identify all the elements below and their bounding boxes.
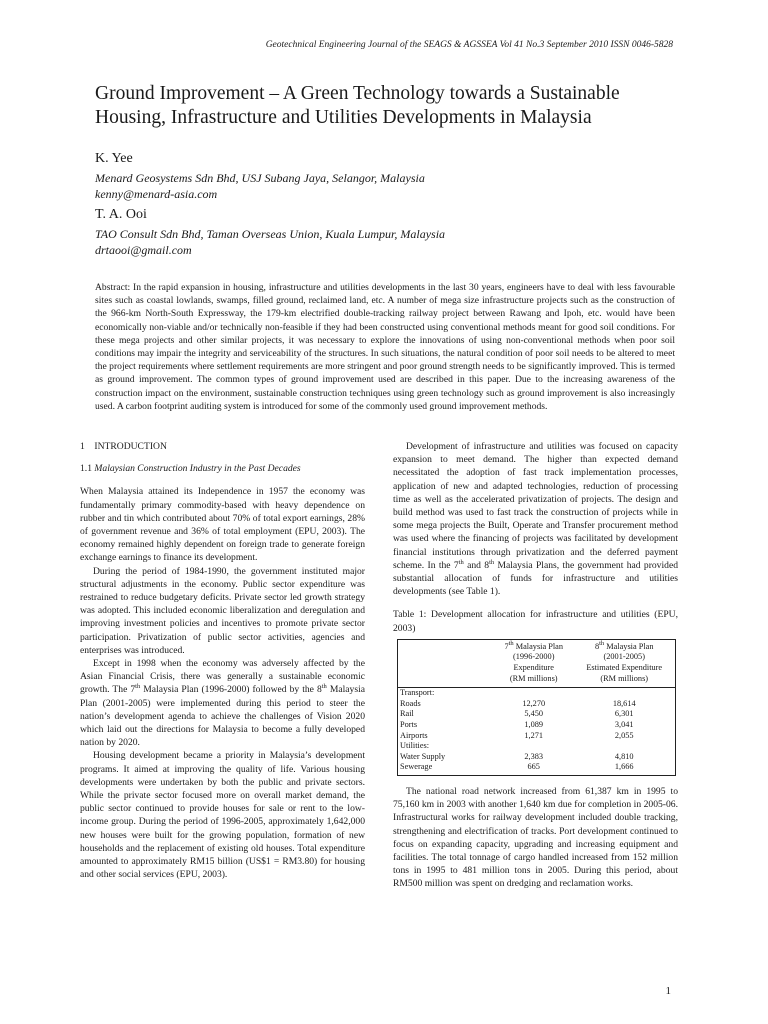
table-row: Airports 1,271 2,055 xyxy=(398,731,676,742)
table-row: Sewerage 665 1,666 xyxy=(398,762,676,775)
table-row: Water Supply 2,383 4,810 xyxy=(398,752,676,763)
paragraph: Except in 1998 when the economy was adversely affected by the Asian Financial Crisis, there was generally a sustainable economic growth. The 7th Malaysia Plan (1996-2000) followed by the 8th Malaysia Plan (2001-2005) were implemented during this period to steer the nation’s development agenda to achieve the challenges of Vision 2020 which laid out the directions for Malaysia to become a fully developed nation by 2020. xyxy=(80,658,365,749)
table-row: Transport: xyxy=(398,688,676,699)
page-number: 1 xyxy=(665,985,671,997)
running-head: Geotechnical Engineering Journal of the SEAGS & AGSSEA Vol 41 No.3 September 2010 ISSN 0046-5828 xyxy=(265,40,673,50)
abstract: Abstract: In the rapid expansion in housing, infrastructure and utilities developments in the last 30 years, engineers have to deal with less favourable sites such as coastal lowlands, swamps, filled ground, reclaimed land, etc. A number of mega size infrastructure projects such as the construction of the 966-km North-South Expressway, the 179-km electrified double-tracking railway project between Rawang and Ipoh, etc. would have been economically non-viable and/or technically non-feasible if they had been constructed using conventional methods meant for good soil conditions. For these mega projects and other similar projects, it was necessary to explore the innovations of using non-conventional methods when poor soil conditions may impair the integrity and serviceability of the structures. In such situations, the natural condition of poor soil needs to be altered to meet the project requirements where settlement requirements are more stringent and poor ground strength needs to be significantly improved. This is termed as ground improvement. The common types of ground improvement used are described in this paper. Due to the increasing awareness of the construction impact on the environment, sustainable construction techniques using green technology such as ground improvement is also increasingly used. A carbon footprint auditing system is introduced for some of the commonly used ground improvement methods. xyxy=(95,282,675,412)
subsection-number: 1.1 xyxy=(80,463,92,475)
left-column xyxy=(80,440,365,882)
paragraph: During the period of 1984-1990, the government instituted major structural adjustments in the economy. Public sector expenditure was restrained to reduce budgetary deficits. Private sector led growth strategy was adopted. This included economic liberalization and deregulation and improving investment policies and incentives to promote private sector participation. Privatization of public sector activities, agencies and enterprises was introduced. xyxy=(80,565,365,656)
table-caption: Table 1: Development allocation for infrastructure and utilities (EPU, 2003) xyxy=(393,609,678,634)
author-affiliation-1 xyxy=(95,170,425,202)
table-row: Ports 1,089 3,041 xyxy=(398,720,676,731)
section-title: INTRODUCTION xyxy=(94,441,167,452)
section-heading xyxy=(80,440,365,453)
paper-title: Ground Improvement – A Green Technology towards a Sustainable Housing, Infrastructure and Utilities Developments in Malaysia xyxy=(95,83,620,128)
table-row: Roads 12,270 18,614 xyxy=(398,699,676,710)
author-email: drtaooi@gmail.com xyxy=(95,243,192,257)
paragraph: When Malaysia attained its Independence in 1957 the economy was fundamentally primary commodity-based with heavy dependence on rubber and tin which contributed about 70% of total export earnings, 28% of government revenue and 36% of total employment (EPU, 2003). The economy remained highly dependent on foreign trade to generate foreign exchange earnings to finance its development. xyxy=(80,486,365,564)
allocation-table xyxy=(397,639,676,776)
table-header-7th-plan: 7th Malaysia Plan (1996-2000) Expenditure (RM millions) xyxy=(494,639,573,687)
author-affiliation-2 xyxy=(95,226,445,258)
author-name-2: T. A. Ooi xyxy=(95,207,147,222)
paragraph: Development of infrastructure and utilities was focused on capacity expansion to meet demand. The higher than expected demand necessitated the adoption of fast track implementation processes, application of new and adapted technologies, reduction of processing time as well as the accelerated privatization of projects. The design and build method was used to fast track the construction of projects while in some mega projects the Built, Operate and Transfer procurement method was used where the financing of projects was facilitated by development financial institutions through privatization and the deferred payment scheme. In the 7th and 8th Malaysia Plans, the government had provided substantial allocation of funds for infrastructure and utilities developments (see Table 1). xyxy=(393,441,679,598)
table-header-empty xyxy=(398,639,495,687)
table-row: Utilities: xyxy=(398,741,676,752)
subsection-heading xyxy=(80,462,365,475)
paragraph: The national road network increased from 61,387 km in 1995 to 75,160 km in 2003 with another 1,640 km due for completion in 2005-06. Infrastructural works for railway development included double tracking, strengthening and electrification of tracks. Port development continued to focus on expanding capacity, upgrading and increasing equipment and facilities. The total tonnage of cargo handled increased from 152 million tons in 1995 to 481 million tons in 2005. During this period, about RM500 million was spent on dredging and reclamation works. xyxy=(393,785,678,890)
right-column xyxy=(393,440,678,891)
author-name-1: K. Yee xyxy=(95,151,133,166)
table-header-8th-plan: 8th Malaysia Plan (2001-2005) Estimated Expenditure (RM millions) xyxy=(573,639,675,687)
table-row: Rail 5,450 6,301 xyxy=(398,709,676,720)
paragraph: Housing development became a priority in Malaysia’s development programs. It aimed at improving the quality of life. Various housing developments were undertaken by both the public and private sectors. While the private sector focused more on overall market demand, the public sector continued to provide houses for sale or rent to the low-income group. During the period of 1996-2005, approximately 1,642,000 new houses were built for the growing population, formation of new households and the replacement of existing old houses. Total expenditure amounted to approximately RM15 billion (US$1 = RM3.80) for housing and other social services (EPU, 2003). xyxy=(80,750,365,881)
author-email: kenny@menard-asia.com xyxy=(95,187,218,201)
affiliation-text: Menard Geosystems Sdn Bhd, USJ Subang Jaya, Selangor, Malaysia xyxy=(95,171,425,185)
affiliation-text: TAO Consult Sdn Bhd, Taman Overseas Union, Kuala Lumpur, Malaysia xyxy=(95,227,446,241)
subsection-title: Malaysian Construction Industry in the Past Decades xyxy=(94,463,301,475)
section-number: 1 xyxy=(80,441,85,452)
